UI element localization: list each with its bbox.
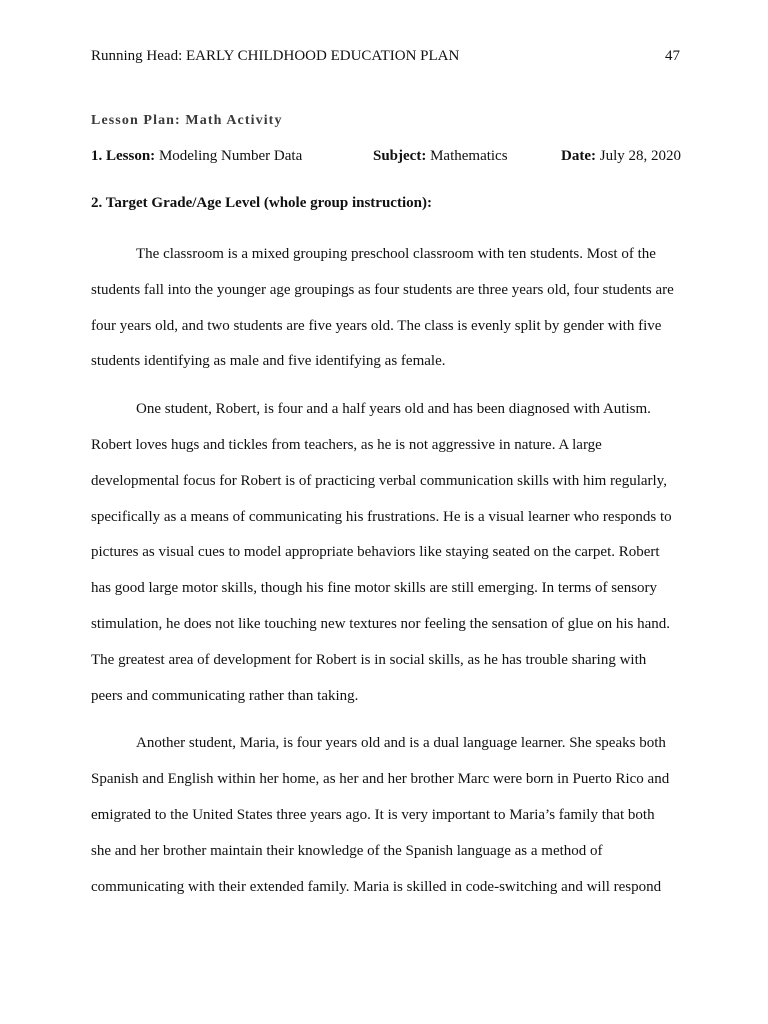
paragraph-line: emigrated to the United States three years ago. It is very important to Maria’s family that both bbox=[91, 806, 655, 823]
paragraph-line: Another student, Maria, is four years old and is a dual language learner. She speaks both bbox=[136, 735, 666, 752]
subject-field bbox=[373, 146, 508, 166]
body-text bbox=[91, 237, 681, 917]
target-grade-heading: 2. Target Grade/Age Level (whole group instruction): bbox=[91, 195, 432, 211]
page-number: 47 bbox=[665, 48, 680, 64]
paragraph-line: stimulation, he does not like touching new textures nor feeling the sensation of glue on his hand. bbox=[91, 615, 671, 632]
body-paragraph bbox=[91, 237, 681, 380]
paragraph-line: students fall into the younger age groupings as four students are three years old, four students are bbox=[91, 281, 674, 298]
paragraph-line: The classroom is a mixed grouping preschool classroom with ten students. Most of the bbox=[136, 246, 656, 262]
date-value: July 28, 2020 bbox=[599, 148, 681, 164]
date-label: Date: bbox=[561, 148, 596, 164]
paragraph-line: Spanish and English within her home, as her and her brother Marc were born in Puerto Rico and bbox=[91, 771, 670, 788]
lesson-label: 1. Lesson: bbox=[91, 148, 156, 164]
paragraph-line: has good large motor skills, though his fine motor skills are still emerging. In terms of sensory bbox=[91, 580, 658, 597]
subject-value: Mathematics bbox=[430, 148, 508, 164]
paragraph-line: communicating with their extended family. Maria is skilled in code-switching and will respond bbox=[91, 878, 662, 895]
paragraph-line: The greatest area of development for Robert is in social skills, as he has trouble sharing with bbox=[91, 651, 647, 668]
paragraph-line: peers and communicating rather than taking. bbox=[91, 687, 359, 704]
paragraph-line: students identifying as male and five identifying as female. bbox=[91, 353, 446, 370]
subject-label: Subject: bbox=[373, 148, 427, 164]
lesson-field bbox=[91, 146, 302, 166]
paragraph-line: she and her brother maintain their knowledge of the Spanish language as a method of bbox=[91, 842, 603, 859]
paragraph-line: developmental focus for Robert is of practicing verbal communication skills with him regularly, bbox=[91, 472, 667, 489]
body-paragraph bbox=[91, 392, 681, 714]
paragraph-line: Robert loves hugs and tickles from teachers, as he is not aggressive in nature. A large bbox=[91, 436, 602, 453]
paragraph-line: pictures as visual cues to model appropriate behaviors like staying seated on the carpet. Robert bbox=[91, 544, 660, 561]
paragraph-line: One student, Robert, is four and a half years old and has been diagnosed with Autism. bbox=[136, 401, 651, 418]
lesson-value: Modeling Number Data bbox=[158, 148, 303, 164]
paragraph-line: specifically as a means of communicating his frustrations. He is a visual learner who responds to bbox=[91, 508, 672, 525]
lesson-info-row bbox=[91, 146, 681, 166]
date-field bbox=[561, 146, 681, 166]
body-paragraph bbox=[91, 726, 681, 905]
paragraph-line: four years old, and two students are five years old. The class is evenly split by gender with five bbox=[91, 317, 662, 334]
running-head: Running Head: EARLY CHILDHOOD EDUCATION PLAN bbox=[91, 48, 460, 64]
section-title: Lesson Plan: Math Activity bbox=[91, 113, 283, 128]
